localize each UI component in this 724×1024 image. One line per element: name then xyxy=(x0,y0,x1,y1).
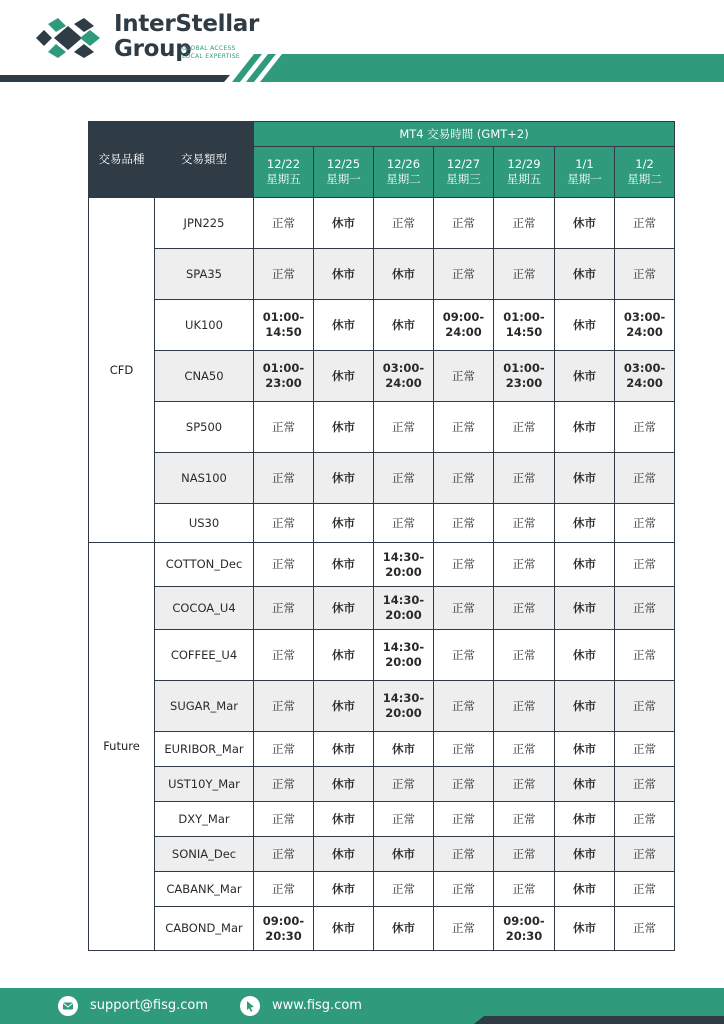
header-date: 1/2 xyxy=(635,157,654,171)
table-row xyxy=(89,802,675,837)
hours-cell: 休市 xyxy=(555,504,615,543)
cursor-icon xyxy=(240,996,260,1016)
hours-cell: 01:00- 23:00 xyxy=(254,351,314,402)
hours-cell: 休市 xyxy=(314,198,374,249)
header-date-col xyxy=(494,147,555,198)
hours-cell: 正常 xyxy=(434,504,494,543)
hours-cell: 正常 xyxy=(434,402,494,453)
hours-cell: 休市 xyxy=(314,402,374,453)
hours-cell: 09:00- 24:00 xyxy=(434,300,494,351)
hours-cell: 正常 xyxy=(494,732,555,767)
hours-cell: 休市 xyxy=(314,453,374,504)
table-row xyxy=(89,300,675,351)
hours-cell: 休市 xyxy=(314,802,374,837)
hours-cell: 休市 xyxy=(314,907,374,951)
hours-cell: 休市 xyxy=(555,872,615,907)
header-symbol: 交易類型 xyxy=(155,122,254,198)
symbol-cell: CNA50 xyxy=(155,351,254,402)
hours-cell: 正常 xyxy=(254,453,314,504)
hours-cell: 休市 xyxy=(555,907,615,951)
hours-cell: 休市 xyxy=(314,732,374,767)
hours-cell: 正常 xyxy=(434,732,494,767)
table-row xyxy=(89,543,675,587)
hours-cell: 正常 xyxy=(374,767,434,802)
symbol-cell: DXY_Mar xyxy=(155,802,254,837)
hours-cell: 休市 xyxy=(555,453,615,504)
hours-cell: 休市 xyxy=(374,249,434,300)
table-row xyxy=(89,681,675,732)
hours-cell: 正常 xyxy=(494,681,555,732)
hours-cell: 正常 xyxy=(615,198,675,249)
hours-cell: 正常 xyxy=(434,907,494,951)
header-date: 1/1 xyxy=(575,157,594,171)
hours-cell: 14:30- 20:00 xyxy=(374,681,434,732)
hours-cell: 休市 xyxy=(555,837,615,872)
hours-cell: 正常 xyxy=(434,630,494,681)
hours-cell: 正常 xyxy=(494,802,555,837)
symbol-cell: COFFEE_U4 xyxy=(155,630,254,681)
table-row xyxy=(89,872,675,907)
category-future: Future xyxy=(89,543,155,951)
table-row xyxy=(89,587,675,630)
hours-cell: 正常 xyxy=(254,872,314,907)
hours-cell: 正常 xyxy=(615,681,675,732)
header-trading-hours: MT4 交易時間 (GMT+2) xyxy=(254,122,675,147)
symbol-cell: UST10Y_Mar xyxy=(155,767,254,802)
hours-cell: 休市 xyxy=(555,587,615,630)
table-row xyxy=(89,732,675,767)
symbol-cell: SP500 xyxy=(155,402,254,453)
hours-cell: 休市 xyxy=(555,630,615,681)
header-weekday: 星期二 xyxy=(386,172,421,186)
hours-cell: 休市 xyxy=(314,837,374,872)
symbol-cell: CABOND_Mar xyxy=(155,907,254,951)
hours-cell: 正常 xyxy=(615,802,675,837)
hours-cell: 正常 xyxy=(494,837,555,872)
header-category: 交易品種 xyxy=(89,122,155,198)
brand-name-line1: InterStellar xyxy=(114,11,260,37)
table-row xyxy=(89,504,675,543)
hours-cell: 休市 xyxy=(374,907,434,951)
hours-cell: 正常 xyxy=(434,587,494,630)
hours-cell: 休市 xyxy=(314,300,374,351)
hours-cell: 01:00- 14:50 xyxy=(494,300,555,351)
hours-cell: 休市 xyxy=(314,767,374,802)
table-row xyxy=(89,198,675,249)
table-row xyxy=(89,453,675,504)
symbol-cell: NAS100 xyxy=(155,453,254,504)
hours-cell: 正常 xyxy=(615,907,675,951)
hours-cell: 正常 xyxy=(254,732,314,767)
hours-cell: 正常 xyxy=(374,198,434,249)
hours-cell: 正常 xyxy=(494,504,555,543)
hours-cell: 正常 xyxy=(374,802,434,837)
symbol-cell: SPA35 xyxy=(155,249,254,300)
hours-cell: 正常 xyxy=(254,802,314,837)
table-row xyxy=(89,630,675,681)
category-cfd: CFD xyxy=(89,198,155,543)
header-weekday: 星期三 xyxy=(446,172,481,186)
hours-cell: 14:30- 20:00 xyxy=(374,543,434,587)
symbol-cell: US30 xyxy=(155,504,254,543)
hours-cell: 正常 xyxy=(374,402,434,453)
hours-cell: 正常 xyxy=(254,681,314,732)
hours-cell: 休市 xyxy=(555,732,615,767)
hours-cell: 正常 xyxy=(434,543,494,587)
hours-cell: 正常 xyxy=(615,402,675,453)
table-row xyxy=(89,837,675,872)
header-date: 12/22 xyxy=(266,157,301,171)
hours-cell: 正常 xyxy=(494,587,555,630)
symbol-cell: EURIBOR_Mar xyxy=(155,732,254,767)
hours-cell: 休市 xyxy=(555,300,615,351)
hours-cell: 正常 xyxy=(615,543,675,587)
hours-cell: 正常 xyxy=(374,504,434,543)
header-stripes xyxy=(0,54,724,82)
hours-cell: 正常 xyxy=(434,767,494,802)
hours-cell: 正常 xyxy=(494,402,555,453)
header-date-col xyxy=(314,147,374,198)
hours-cell: 正常 xyxy=(494,198,555,249)
hours-cell: 正常 xyxy=(494,872,555,907)
hours-cell: 休市 xyxy=(555,198,615,249)
hours-cell: 14:30- 20:00 xyxy=(374,587,434,630)
hours-cell: 休市 xyxy=(374,837,434,872)
hours-cell: 休市 xyxy=(314,351,374,402)
symbol-cell: SONIA_Dec xyxy=(155,837,254,872)
hours-cell: 休市 xyxy=(314,630,374,681)
table-row xyxy=(89,907,675,951)
hours-cell: 正常 xyxy=(615,630,675,681)
table-row xyxy=(89,402,675,453)
hours-cell: 休市 xyxy=(555,802,615,837)
hours-cell: 01:00- 23:00 xyxy=(494,351,555,402)
hours-cell: 休市 xyxy=(314,504,374,543)
hours-cell: 正常 xyxy=(254,198,314,249)
header-date-col xyxy=(615,147,675,198)
hours-cell: 休市 xyxy=(555,351,615,402)
hours-cell: 休市 xyxy=(555,543,615,587)
header-date-col xyxy=(434,147,494,198)
hours-cell: 03:00- 24:00 xyxy=(615,300,675,351)
header-weekday: 星期一 xyxy=(326,172,361,186)
table-row xyxy=(89,767,675,802)
hours-cell: 休市 xyxy=(314,587,374,630)
page-footer xyxy=(0,988,724,1024)
hours-cell: 正常 xyxy=(615,872,675,907)
symbol-cell: COTTON_Dec xyxy=(155,543,254,587)
hours-cell: 正常 xyxy=(615,249,675,300)
hours-cell: 正常 xyxy=(434,351,494,402)
hours-cell: 正常 xyxy=(615,732,675,767)
hours-cell: 休市 xyxy=(555,402,615,453)
hours-cell: 正常 xyxy=(494,453,555,504)
hours-cell: 正常 xyxy=(254,249,314,300)
hours-cell: 休市 xyxy=(314,681,374,732)
header-date: 12/26 xyxy=(386,157,421,171)
hours-cell: 正常 xyxy=(254,630,314,681)
hours-cell: 正常 xyxy=(494,630,555,681)
header-date-col xyxy=(254,147,314,198)
hours-cell: 正常 xyxy=(254,767,314,802)
envelope-icon xyxy=(58,996,78,1016)
footer-email-link[interactable]: support@fisg.com xyxy=(90,998,209,1013)
trading-hours-table xyxy=(88,121,675,951)
hours-cell: 休市 xyxy=(314,249,374,300)
hours-cell: 09:00- 20:30 xyxy=(494,907,555,951)
header-date: 12/25 xyxy=(326,157,361,171)
hours-cell: 正常 xyxy=(615,837,675,872)
hours-cell: 休市 xyxy=(555,767,615,802)
header-date-col xyxy=(374,147,434,198)
header-weekday: 星期一 xyxy=(567,172,602,186)
symbol-cell: JPN225 xyxy=(155,198,254,249)
hours-cell: 正常 xyxy=(434,837,494,872)
hours-cell: 休市 xyxy=(374,732,434,767)
symbol-cell: UK100 xyxy=(155,300,254,351)
symbol-cell: SUGAR_Mar xyxy=(155,681,254,732)
hours-cell: 正常 xyxy=(254,543,314,587)
hours-cell: 休市 xyxy=(314,543,374,587)
hours-cell: 正常 xyxy=(494,767,555,802)
hours-cell: 正常 xyxy=(374,872,434,907)
hours-cell: 03:00- 24:00 xyxy=(615,351,675,402)
header-weekday: 星期五 xyxy=(506,172,542,186)
symbol-cell: CABANK_Mar xyxy=(155,872,254,907)
table-row xyxy=(89,351,675,402)
header-weekday: 星期五 xyxy=(266,172,301,186)
hours-cell: 正常 xyxy=(434,802,494,837)
hours-cell: 正常 xyxy=(254,402,314,453)
hours-cell: 正常 xyxy=(615,587,675,630)
brand-tagline-line2: LOCAL EXPERTISE xyxy=(182,53,240,60)
hours-cell: 09:00- 20:30 xyxy=(254,907,314,951)
hours-cell: 正常 xyxy=(615,504,675,543)
hours-cell: 休市 xyxy=(314,872,374,907)
symbol-cell: COCOA_U4 xyxy=(155,587,254,630)
header-weekday: 星期二 xyxy=(627,172,662,186)
hours-cell: 休市 xyxy=(555,249,615,300)
table-row xyxy=(89,249,675,300)
page-header xyxy=(0,0,724,82)
hours-cell: 正常 xyxy=(615,767,675,802)
hours-cell: 正常 xyxy=(494,543,555,587)
hours-cell: 休市 xyxy=(555,681,615,732)
hours-cell: 01:00- 14:50 xyxy=(254,300,314,351)
hours-cell: 正常 xyxy=(494,249,555,300)
hours-cell: 正常 xyxy=(434,453,494,504)
hours-cell: 14:30- 20:00 xyxy=(374,630,434,681)
header-date-col xyxy=(555,147,615,198)
brand-name-line2: Group xyxy=(114,36,192,62)
header-date: 12/27 xyxy=(446,157,481,171)
hours-cell: 正常 xyxy=(254,837,314,872)
hours-cell: 正常 xyxy=(434,198,494,249)
hours-cell: 正常 xyxy=(254,587,314,630)
hours-cell: 休市 xyxy=(374,300,434,351)
hours-cell: 正常 xyxy=(254,504,314,543)
hours-cell: 正常 xyxy=(434,872,494,907)
header-date: 12/29 xyxy=(507,157,541,171)
brand-tagline-line1: GLOBAL ACCESS xyxy=(182,45,236,52)
footer-stripe xyxy=(454,988,724,1024)
hours-cell: 03:00- 24:00 xyxy=(374,351,434,402)
hours-cell: 正常 xyxy=(434,681,494,732)
hours-cell: 正常 xyxy=(434,249,494,300)
hours-cell: 正常 xyxy=(374,453,434,504)
footer-website-link[interactable]: www.fisg.com xyxy=(272,998,362,1013)
hours-cell: 正常 xyxy=(615,453,675,504)
